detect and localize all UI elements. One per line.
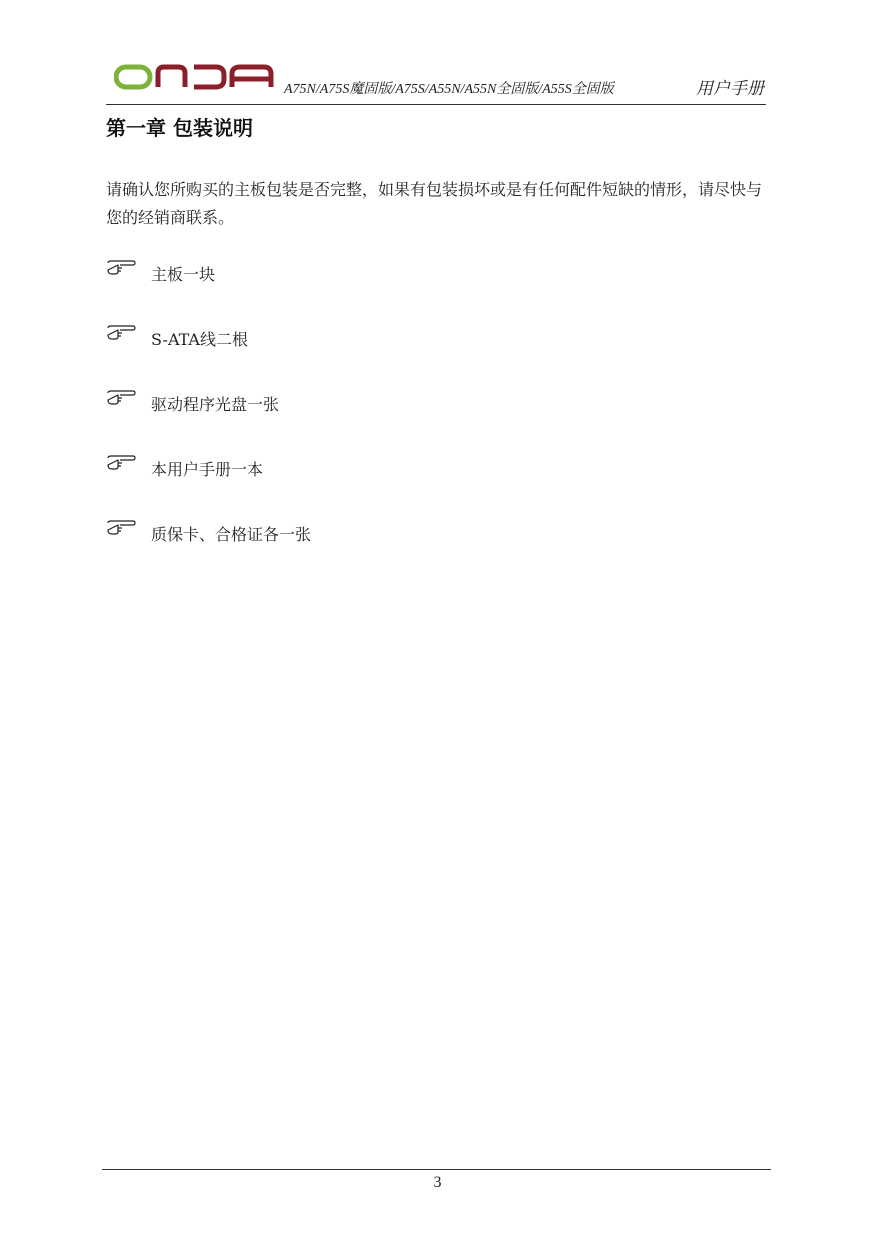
list-item-label: 驱动程序光盘一张 (151, 395, 280, 414)
page-number: 3 (433, 1174, 442, 1191)
pointing-hand-icon (106, 519, 136, 535)
header-manual-label: 用户手册 (696, 79, 764, 98)
list-item-label: 主板一块 (151, 265, 216, 284)
pointing-hand-icon (106, 324, 136, 340)
intro-paragraph: 请确认您所购买的主板包装是否完整，如果有包装损坏或是有任何配件短缺的情形，请尽快与您的经销商联系。 (106, 180, 763, 227)
onda-logo (114, 64, 274, 90)
pointing-hand-icon (106, 259, 136, 275)
list-item-label: 本用户手册一本 (151, 460, 264, 479)
pointing-hand-icon (106, 389, 136, 405)
footer-divider (102, 1169, 771, 1170)
header-model-line: A75N/A75S魔固版/A75S/A55N/A55N全固版/A55S全固版 (284, 82, 614, 97)
list-item-label: 质保卡、合格证各一张 (151, 525, 312, 544)
list-item-label: S-ATA线二根 (151, 330, 248, 349)
page-header (106, 56, 766, 105)
chapter-title: 第一章 包装说明 (106, 116, 253, 140)
pointing-hand-icon (106, 454, 136, 470)
